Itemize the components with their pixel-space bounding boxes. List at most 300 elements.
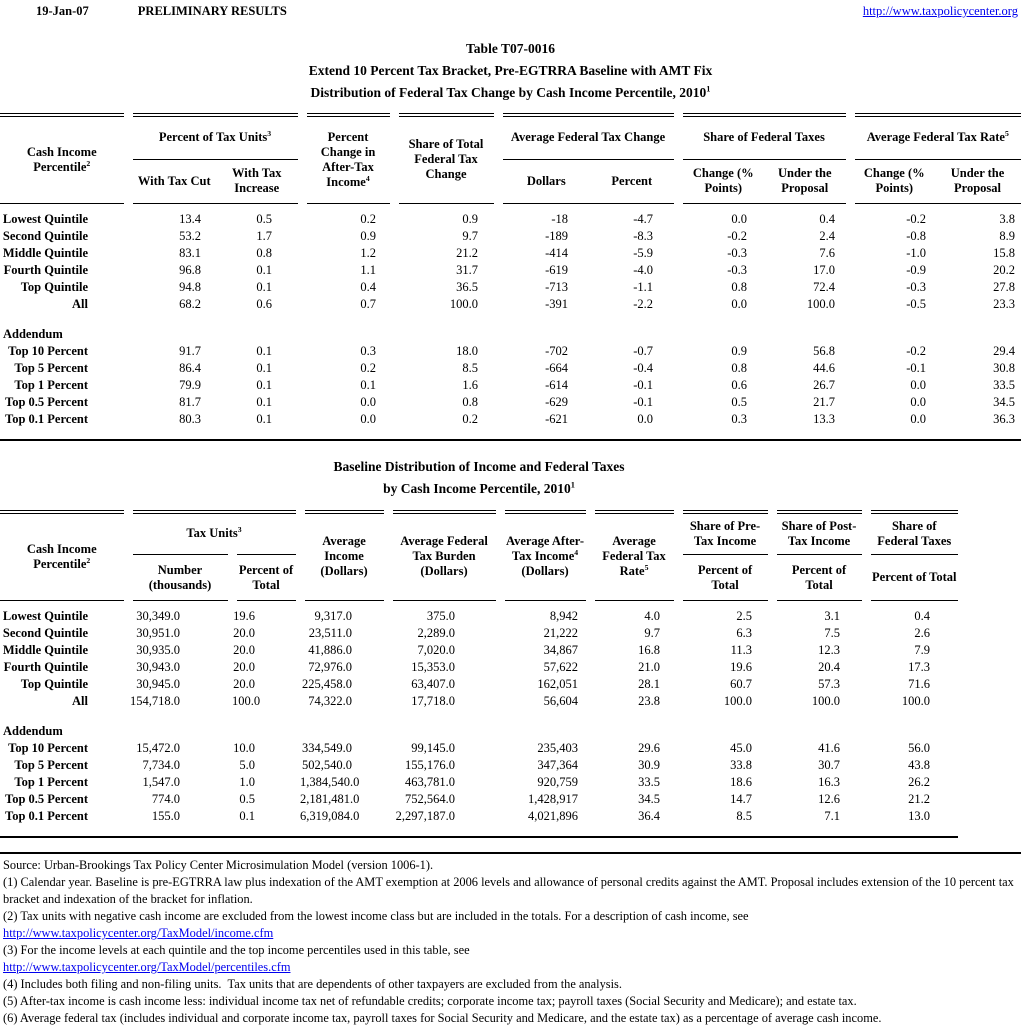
header-under-the-proposal: Under the Proposal <box>764 159 850 203</box>
table1-title: Extend 10 Percent Tax Bracket, Pre-EGTRRA Baseline with AMT Fix <box>308 63 713 78</box>
table-cell: 154,718.0 <box>130 694 180 708</box>
header-share-of-federal-taxes: Share of Federal Taxes <box>678 115 850 159</box>
table-cell: 99,145.0 <box>411 741 456 755</box>
table-cell: 0.3 <box>731 411 748 426</box>
row-label: Middle Quintile <box>2 245 88 260</box>
table-row <box>0 343 1021 360</box>
table-cell: 21.0 <box>638 660 661 674</box>
table-cell: 30,349.0 <box>136 609 180 623</box>
table-cell: 6.3 <box>736 626 753 640</box>
table-cell: 2,289.0 <box>417 626 456 640</box>
table-cell: 63,407.0 <box>411 677 456 691</box>
table1-header-subcolumns <box>0 159 1021 203</box>
table-cell <box>934 326 1021 343</box>
header-cash-income-percentile: Cash Income Percentile$^2$ <box>0 115 128 203</box>
table1-title-block <box>0 38 1021 104</box>
table-cell: 0.9 <box>360 228 377 243</box>
table-cell: 0.4 <box>360 279 377 294</box>
table-cell: 20.2 <box>993 262 1016 277</box>
footnote-text: http://www.taxpolicycenter.org/TaxModel/percentiles.cfm <box>3 960 291 974</box>
table-cell: 57.3 <box>818 677 841 691</box>
footnote-text: (5) After-tax income is cash income less: individual income tax net of refundable credits; corporate income tax; payroll taxes (Social Security and Medicare); and estate tax. <box>3 994 857 1008</box>
table-cell: 0.4 <box>914 609 931 623</box>
table-cell: 0.5 <box>239 792 256 806</box>
footnote-text: (1) Calendar year. Baseline is pre-EGTRRA law plus indexation of the AMT exemption at 2006 levels and allowance of personal credits against the AMT. Proposal includes extension of the 10 percent tax bracket and indexation of the bracket for inflation. <box>3 875 1017 906</box>
table-cell: 100.0 <box>901 694 931 708</box>
header-with-tax-increase: With Tax Increase <box>216 159 302 203</box>
table-row <box>0 740 958 757</box>
table-cell: 23,511.0 <box>308 626 353 640</box>
header-tax-units: Tax Units$^3$ <box>128 512 300 555</box>
table-cell: 30,951.0 <box>136 626 180 640</box>
table2-subtitle: by Cash Income Percentile, 2010$^1$ <box>383 480 575 496</box>
table-cell: 0.1 <box>360 377 377 392</box>
header-share-of-pre-tax-income: Share of Pre-Tax Income <box>678 512 772 555</box>
footnote-marker: 5 <box>644 563 649 573</box>
row-label: Addendum <box>3 326 63 341</box>
table-cell <box>498 326 590 343</box>
table-cell: 752,564.0 <box>405 792 456 806</box>
table-row <box>0 411 1021 440</box>
table-cell: 19.6 <box>233 609 256 623</box>
header-percent-change-after-tax-income: Percent Change in After-Tax Income$^4$ <box>302 115 394 203</box>
table-cell: 45.0 <box>730 741 753 755</box>
row-label <box>0 313 128 326</box>
row-label: All <box>72 296 88 311</box>
table-cell: 8.9 <box>999 228 1016 243</box>
table-cell: 1.0 <box>239 775 256 789</box>
table-cell: 7.9 <box>914 643 931 657</box>
footnote-line <box>3 908 1017 925</box>
footnote-line <box>3 993 1017 1010</box>
table-cell: 12.3 <box>818 643 841 657</box>
table-row <box>0 228 1021 245</box>
table-cell: 8.5 <box>736 809 753 823</box>
footnote-marker: 4 <box>365 173 370 183</box>
table-cell: -0.1 <box>906 360 927 375</box>
table-row <box>0 394 1021 411</box>
table-cell: 0.0 <box>360 394 377 409</box>
table-row <box>0 203 1021 228</box>
table-row <box>0 313 1021 326</box>
table-cell: 9.7 <box>462 228 479 243</box>
table-cell <box>232 710 300 723</box>
table-cell <box>388 710 500 723</box>
table-cell: 81.7 <box>179 394 201 409</box>
table-cell: -629 <box>545 394 569 409</box>
footnote-text: http://www.taxpolicycenter.org/TaxModel/income.cfm <box>3 926 274 940</box>
table-cell: -713 <box>545 279 569 294</box>
table-cell: 347,364 <box>537 758 579 772</box>
table-cell <box>388 723 500 740</box>
header-change-points: Change (% Points) <box>678 159 764 203</box>
table-cell: 100.0 <box>723 694 753 708</box>
table-cell: -0.5 <box>906 296 927 311</box>
table-cell: 0.1 <box>256 377 273 392</box>
header-share-of-federal-taxes: Share of Federal Taxes <box>866 512 958 555</box>
row-label: Top 5 Percent <box>14 360 88 375</box>
table-cell: -414 <box>545 245 569 260</box>
table-cell: 44.6 <box>813 360 836 375</box>
table-cell: 7.5 <box>824 626 841 640</box>
table-cell <box>500 723 590 740</box>
table-cell: 72.4 <box>813 279 836 294</box>
table-cell: 15,353.0 <box>411 660 456 674</box>
table-cell: 100.0 <box>232 694 261 708</box>
table-cell: 34.5 <box>638 792 661 806</box>
table-cell <box>934 313 1021 326</box>
table-cell: 36.4 <box>638 809 661 823</box>
table-cell <box>590 710 678 723</box>
table-cell: 43.8 <box>908 758 931 772</box>
table2-title-block <box>0 456 958 500</box>
table-cell: 16.8 <box>638 643 661 657</box>
table-cell: 0.1 <box>256 262 273 277</box>
header-average-federal-tax-rate: Average Federal Tax Rate$^5$ <box>590 512 678 601</box>
table-cell: 0.8 <box>256 245 273 260</box>
table-cell: -189 <box>545 228 569 243</box>
table-cell: 100.0 <box>449 296 479 311</box>
table-cell: 14.7 <box>730 792 753 806</box>
footnote-text: (3) For the income levels at each quintile and the top income percentiles used in this table, see <box>3 943 470 957</box>
table-cell: -4.7 <box>633 211 654 226</box>
header-share-of-total-federal-tax-change: Share of Total Federal Tax Change <box>394 115 498 203</box>
table-cell: 1,384,540.0 <box>300 775 360 789</box>
table-cell: -2.2 <box>633 296 654 311</box>
table-cell: 2.5 <box>736 609 753 623</box>
table-cell: 3.1 <box>824 609 841 623</box>
table-cell: -5.9 <box>633 245 654 260</box>
table-cell: 34.5 <box>993 394 1016 409</box>
footnote-text: (2) Tax units with negative cash income are excluded from the lowest income class but are included in the totals. For a description of cash income, see <box>3 909 749 923</box>
table-cell: 23.8 <box>638 694 661 708</box>
table-cell: 17.0 <box>813 262 836 277</box>
table-cell: 375.0 <box>426 609 456 623</box>
table-cell: 0.7 <box>360 296 377 311</box>
table-cell <box>678 710 772 723</box>
table-cell: -0.2 <box>727 228 748 243</box>
table-cell: -1.1 <box>633 279 654 294</box>
table-cell <box>300 723 388 740</box>
table-cell <box>216 313 302 326</box>
row-label: Lowest Quintile <box>2 211 88 226</box>
table-cell: 94.8 <box>179 279 201 294</box>
table1-header-groups <box>0 115 1021 159</box>
table-cell: 0.5 <box>731 394 748 409</box>
table-cell: 56.8 <box>813 343 836 358</box>
table-cell: 0.1 <box>256 343 273 358</box>
taxpolicycenter-link[interactable]: http://www.taxpolicycenter.org <box>862 4 1018 18</box>
footnote-line <box>3 942 1017 959</box>
table-cell: 774.0 <box>151 792 180 806</box>
table-cell: 1,428,917 <box>528 792 579 806</box>
table-cell: 2,297,187.0 <box>395 809 456 823</box>
footnote-marker: 3 <box>267 129 272 139</box>
table-cell: 1.6 <box>462 377 479 392</box>
row-label: Middle Quintile <box>2 643 88 657</box>
table-cell: -4.0 <box>633 262 654 277</box>
table-row <box>0 693 958 710</box>
table-cell: -18 <box>551 211 569 226</box>
table-cell <box>128 710 232 723</box>
table-cell: 18.0 <box>456 343 479 358</box>
table-cell: 41.6 <box>818 741 841 755</box>
row-label: Top 10 Percent <box>8 741 88 755</box>
table-cell: 502,540.0 <box>302 758 353 772</box>
table-cell: 0.1 <box>256 360 273 375</box>
header-percent-of-total: Percent of Total <box>232 555 300 601</box>
baseline-distribution-table <box>0 510 958 839</box>
footnote-marker: 1 <box>706 84 711 94</box>
row-label: Second Quintile <box>2 228 88 243</box>
table-row <box>0 360 1021 377</box>
page-header <box>0 0 1021 26</box>
table-cell: 18.6 <box>730 775 753 789</box>
table-cell: 30.7 <box>818 758 841 772</box>
table-cell: 30,945.0 <box>136 677 180 691</box>
header-under-the-proposal-rate: Under the Proposal <box>934 159 1021 203</box>
row-label: Top 0.5 Percent <box>5 792 88 806</box>
table-cell: 13.3 <box>813 411 836 426</box>
table-cell <box>128 313 216 326</box>
table-cell: 21.2 <box>456 245 479 260</box>
table-cell: 31.7 <box>456 262 479 277</box>
table-cell: 16.3 <box>818 775 841 789</box>
table-cell: 72,976.0 <box>308 660 353 674</box>
table-row <box>0 774 958 791</box>
table-cell: -0.2 <box>906 211 927 226</box>
table-cell <box>232 723 300 740</box>
table-cell <box>764 313 850 326</box>
table-cell: 36.3 <box>993 411 1016 426</box>
table-cell <box>498 313 590 326</box>
table-cell: 463,781.0 <box>405 775 456 789</box>
table-cell: 4.0 <box>644 609 661 623</box>
table1-subtitle: Distribution of Federal Tax Change by Cash Income Percentile, 2010$^1$ <box>310 84 711 100</box>
header-post-tax-percent-of-total: Percent of Total <box>772 555 866 601</box>
table-cell: 162,051 <box>537 677 579 691</box>
table-cell: 0.3 <box>360 343 377 358</box>
footnote-link[interactable] <box>3 925 1017 942</box>
header-average-federal-tax-burden: Average Federal Tax Burden (Dollars) <box>388 512 500 601</box>
table-cell: 0.1 <box>256 394 273 409</box>
table-row <box>0 245 1021 262</box>
table-cell: 33.8 <box>730 758 753 772</box>
table-cell: 23.3 <box>993 296 1016 311</box>
table-cell: 0.0 <box>910 377 927 392</box>
table-cell <box>678 326 764 343</box>
table-cell: -621 <box>545 411 569 426</box>
table-row <box>0 642 958 659</box>
header-average-income: Average Income (Dollars) <box>300 512 388 601</box>
report-date: 19-Jan-07 <box>36 4 89 18</box>
header-fed-taxes-percent-of-total: Percent of Total <box>866 555 958 601</box>
table-cell: 9,317.0 <box>314 609 353 623</box>
row-label: Top 0.1 Percent <box>5 411 88 426</box>
table-row <box>0 676 958 693</box>
table-cell <box>128 723 232 740</box>
table-cell: 71.6 <box>908 677 931 691</box>
table-cell: 28.1 <box>638 677 661 691</box>
table-cell: 30,943.0 <box>136 660 180 674</box>
row-label: Top 5 Percent <box>14 758 88 772</box>
table2-title: Baseline Distribution of Income and Federal Taxes <box>333 458 625 474</box>
table-cell: -0.1 <box>633 377 654 392</box>
table-cell: 100.0 <box>811 694 841 708</box>
header-cash-income-percentile: Cash Income Percentile$^2$ <box>0 512 128 601</box>
table-cell: -614 <box>545 377 569 392</box>
row-label: Fourth Quintile <box>3 262 88 277</box>
table-cell: 34,867 <box>543 643 579 657</box>
footnote-line <box>3 874 1017 908</box>
table-cell: 74,322.0 <box>308 694 353 708</box>
table-cell: -702 <box>545 343 569 358</box>
tax-change-table <box>0 113 1021 441</box>
table-cell: 30.8 <box>993 360 1016 375</box>
table-cell: 17,718.0 <box>411 694 456 708</box>
table-cell: -664 <box>545 360 569 375</box>
table-cell: -619 <box>545 262 569 277</box>
header-with-tax-cut: With Tax Cut <box>128 159 216 203</box>
table-cell: 235,403 <box>537 741 579 755</box>
table-cell: 83.1 <box>179 245 201 260</box>
table-cell: 1.1 <box>360 262 377 277</box>
table-cell: 21,222 <box>543 626 579 640</box>
header-number-thousands: Number (thousands) <box>128 555 232 601</box>
footnote-marker: 2 <box>86 555 91 565</box>
footnote-link[interactable] <box>3 959 1017 976</box>
table-cell: -0.2 <box>906 343 927 358</box>
table-cell: -8.3 <box>633 228 654 243</box>
table-cell: 155.0 <box>151 809 180 823</box>
table-cell: 41,886.0 <box>308 643 353 657</box>
table-cell: 0.5 <box>256 211 273 226</box>
table-cell: 0.2 <box>360 360 377 375</box>
table-row <box>0 659 958 676</box>
table-cell: -1.0 <box>906 245 927 260</box>
table-cell: 0.2 <box>462 411 479 426</box>
table-row <box>0 710 958 723</box>
table-cell: -0.7 <box>633 343 654 358</box>
table-cell: 7,734.0 <box>142 758 180 772</box>
table-cell: 0.9 <box>731 343 748 358</box>
table-cell: 10.0 <box>233 741 256 755</box>
table-row <box>0 326 1021 343</box>
table-cell <box>866 723 958 740</box>
footnotes-section <box>0 852 1021 1027</box>
table-cell <box>590 723 678 740</box>
footnote-marker: 3 <box>237 525 242 535</box>
table-cell: 0.0 <box>360 411 377 426</box>
table-row <box>0 757 958 774</box>
table-cell <box>394 313 498 326</box>
header-percent-of-tax-units: Percent of Tax Units$^3$ <box>128 115 302 159</box>
row-label: Fourth Quintile <box>3 660 88 674</box>
table-cell <box>678 723 772 740</box>
footnote-line <box>3 857 1017 874</box>
table-cell <box>300 710 388 723</box>
table-cell: 96.8 <box>179 262 201 277</box>
row-label: Second Quintile <box>2 626 88 640</box>
table-cell: 15,472.0 <box>136 741 180 755</box>
table-cell: 33.5 <box>638 775 661 789</box>
table-cell: 0.1 <box>256 411 273 426</box>
table-cell: 1.7 <box>256 228 273 243</box>
footnote-marker: 5 <box>1004 129 1009 139</box>
table-cell: 26.7 <box>813 377 836 392</box>
table-cell: 2,181,481.0 <box>300 792 360 806</box>
table-cell: 334,549.0 <box>302 741 353 755</box>
header-share-of-post-tax-income: Share of Post-Tax Income <box>772 512 866 555</box>
table-cell: 30,935.0 <box>136 643 180 657</box>
table-cell <box>850 313 934 326</box>
table-row <box>0 377 1021 394</box>
row-label: Top 0.1 Percent <box>5 809 88 823</box>
table-cell: 0.1 <box>256 279 273 294</box>
table-cell: 920,759 <box>537 775 579 789</box>
row-label: All <box>72 694 88 708</box>
table-cell <box>866 710 958 723</box>
table-cell: 5.0 <box>239 758 256 772</box>
table-cell: 0.6 <box>731 377 748 392</box>
table-cell: 15.8 <box>993 245 1016 260</box>
table2-header-groups <box>0 512 958 555</box>
table-cell <box>678 313 764 326</box>
table-cell: -0.8 <box>906 228 927 243</box>
table-cell: 36.5 <box>456 279 479 294</box>
table-cell: 60.7 <box>730 677 753 691</box>
table-cell: 11.3 <box>730 643 753 657</box>
table-cell: 30.9 <box>638 758 661 772</box>
table-cell: 12.6 <box>818 792 841 806</box>
table-cell: 68.2 <box>179 296 201 311</box>
table-cell: 4,021,896 <box>528 809 579 823</box>
table-cell: 8,942 <box>549 609 579 623</box>
header-dollars: Dollars <box>498 159 590 203</box>
preliminary-results-label: PRELIMINARY RESULTS <box>137 4 287 18</box>
table-cell: 20.0 <box>233 626 256 640</box>
table-cell: 7,020.0 <box>417 643 456 657</box>
table-cell <box>772 723 866 740</box>
table-cell <box>590 313 678 326</box>
row-label: Addendum <box>3 724 63 738</box>
table-cell: 56.0 <box>908 741 931 755</box>
table-cell: 0.6 <box>256 296 273 311</box>
table-row <box>0 808 958 837</box>
table-cell: 56,604 <box>543 694 579 708</box>
table-cell <box>590 326 678 343</box>
table-cell <box>850 326 934 343</box>
row-label: Top 0.5 Percent <box>5 394 88 409</box>
footnote-line <box>3 976 1017 993</box>
table-cell <box>772 710 866 723</box>
table-cell <box>302 326 394 343</box>
table-cell: 21.7 <box>813 394 836 409</box>
table-cell: 27.8 <box>993 279 1016 294</box>
table-row <box>0 296 1021 313</box>
table-cell: 155,176.0 <box>405 758 456 772</box>
table-cell: -391 <box>545 296 569 311</box>
header-percent: Percent <box>590 159 678 203</box>
table-cell: 13.0 <box>908 809 931 823</box>
row-label: Lowest Quintile <box>2 609 88 623</box>
table-cell <box>394 326 498 343</box>
header-average-federal-tax-rate: Average Federal Tax Rate$^5$ <box>850 115 1021 159</box>
table-row <box>0 625 958 642</box>
table-cell: -0.3 <box>727 245 748 260</box>
table-cell <box>764 326 850 343</box>
table-cell: 0.1 <box>239 809 256 823</box>
